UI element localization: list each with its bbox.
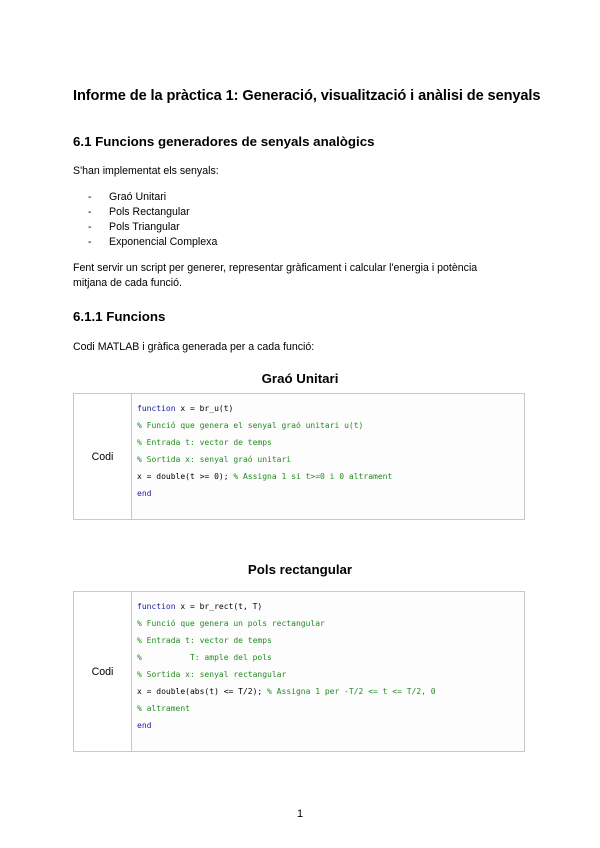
code-line [137, 468, 524, 485]
section-heading-6-1-1: 6.1.1 Funcions [73, 309, 166, 324]
code-line [137, 683, 524, 700]
code-listing [132, 394, 524, 519]
paragraph-line-1: Fent servir un script per generer, representar gràficament i calcular l'energia i potència [73, 262, 478, 274]
code-line [137, 400, 524, 417]
list-item [73, 190, 217, 205]
list-dash: - [88, 221, 92, 233]
code-line [137, 598, 524, 615]
code-keyword: function [137, 404, 176, 413]
section-intro: S'han implementat els senyals: [73, 165, 219, 177]
code-keyword: function [137, 602, 176, 611]
list-item [73, 220, 217, 235]
code-comment: % Sortida x: senyal rectangular [137, 670, 287, 679]
list-item [73, 205, 217, 220]
code-line [137, 666, 524, 683]
code-keyword: end [137, 489, 152, 498]
page-number: 1 [296, 808, 304, 820]
code-comment: % Sortida x: senyal graó unitari [137, 455, 292, 464]
code-line [137, 417, 524, 434]
code-comment: % Funció que genera el senyal graó unitari u(t) [137, 421, 364, 430]
code-text: x = double(t >= 0); [137, 472, 234, 481]
code-line [137, 700, 524, 717]
signal-list [73, 190, 217, 250]
section-heading-6-1: 6.1 Funcions generadores de senyals analògics [73, 134, 375, 149]
code-line [137, 434, 524, 451]
code-block-rect [73, 591, 525, 752]
list-dash: - [88, 191, 92, 203]
list-item [73, 235, 217, 250]
list-item-label: Pols Triangular [109, 221, 180, 233]
list-dash: - [88, 236, 92, 248]
code-comment: % Assigna 1 si t>=0 i 0 altrament [233, 472, 393, 481]
code-comment: % T: ample del pols [137, 653, 272, 662]
code-line [137, 485, 524, 502]
code-keyword: end [137, 721, 152, 730]
code-caption-rect: Pols rectangular [247, 562, 353, 577]
code-text: x = br_rect(t, T) [175, 602, 263, 611]
code-listing [132, 592, 524, 751]
code-text: x = br_u(t) [175, 404, 234, 413]
section-intro-2: Codi MATLAB i gràfica generada per a cada funció: [73, 341, 315, 353]
list-item-label: Pols Rectangular [109, 206, 190, 218]
list-item-label: Graó Unitari [109, 191, 167, 203]
code-comment: % altrament [137, 704, 190, 713]
list-item-label: Exponencial Complexa [109, 236, 218, 248]
paragraph-line-2: mitjana de cada funció. [73, 277, 182, 289]
code-comment: % Entrada t: vector de temps [137, 438, 272, 447]
document-title: Informe de la pràctica 1: Generació, visualització i anàlisi de senyals [73, 88, 541, 104]
list-dash: - [88, 206, 92, 218]
code-comment: % Assigna 1 per -T/2 <= t <= T/2, 0 [267, 687, 436, 696]
code-line [137, 632, 524, 649]
code-text: x = double(abs(t) <= T/2); [137, 687, 268, 696]
code-line [137, 451, 524, 468]
code-line [137, 649, 524, 666]
code-comment: % Funció que genera un pols rectangular [137, 619, 325, 628]
code-line [137, 615, 524, 632]
code-label: Codi [74, 394, 132, 519]
code-comment: % Entrada t: vector de temps [137, 636, 272, 645]
code-block-grao [73, 393, 525, 520]
code-caption-grao: Graó Unitari [261, 371, 339, 386]
code-line [137, 717, 524, 734]
code-label: Codi [74, 592, 132, 751]
